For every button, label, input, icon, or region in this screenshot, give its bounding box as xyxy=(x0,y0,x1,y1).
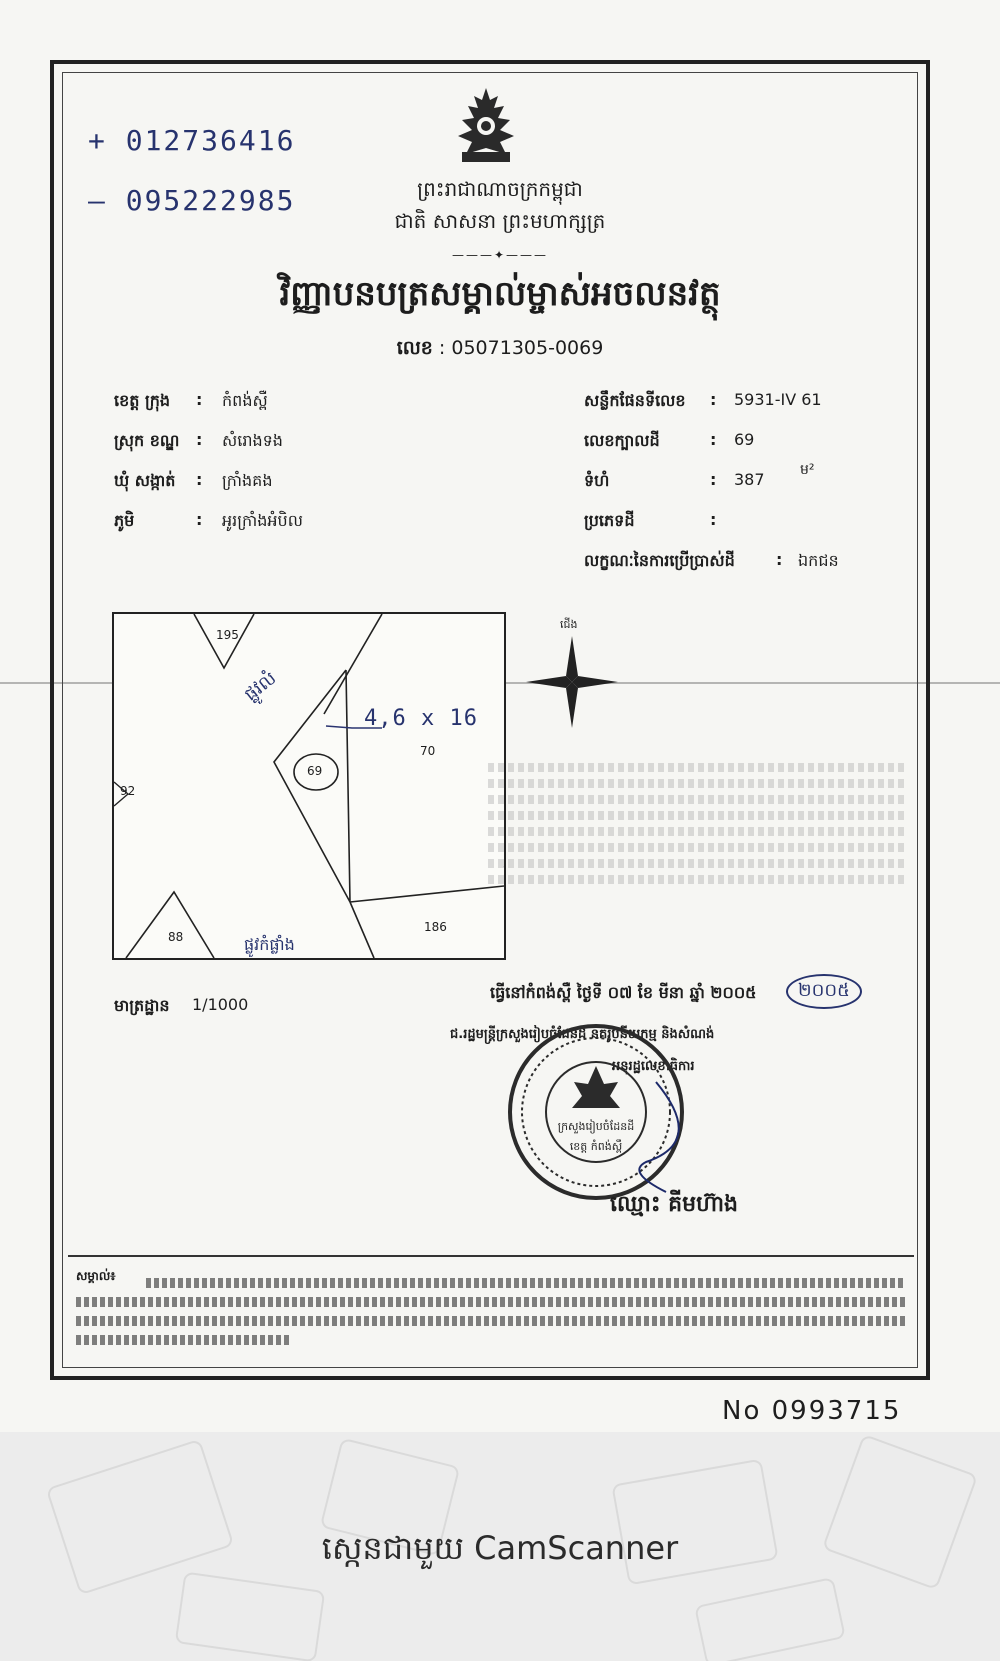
land-use-value: ឯកជន xyxy=(798,551,839,570)
seal-icon xyxy=(506,1022,686,1202)
scale-value: 1/1000 xyxy=(192,995,249,1014)
district-label: ស្រុក ខណ្ឌ xyxy=(114,431,180,450)
handwritten-phone-2: — 095222985 xyxy=(88,184,296,217)
north-arrow-icon xyxy=(524,634,620,730)
certificate-title: វិញ្ញាបនបត្រសម្គាល់ម្ចាស់អចលនវត្ថុ xyxy=(279,274,721,314)
parcel-label: 92 xyxy=(120,784,136,798)
colon: : xyxy=(710,430,717,449)
north-label: ជើង xyxy=(560,618,578,631)
parcel-label: 88 xyxy=(168,930,184,944)
village-label: ភូមិ xyxy=(114,511,135,530)
parcel-number-label: លេខក្បាលដី xyxy=(584,431,660,450)
colon: : xyxy=(710,390,717,409)
commune-label: ឃុំ សង្កាត់ xyxy=(114,471,176,490)
official-seal-stamp xyxy=(506,1022,686,1202)
royal-emblem-icon xyxy=(444,86,528,170)
certificate-number: លេខ : 05071305-0069 xyxy=(396,337,604,359)
colon: : xyxy=(710,470,717,489)
cadastral-map xyxy=(112,612,506,960)
note-text-line xyxy=(76,1335,292,1345)
handwritten-road-bottom: ផ្លូវកំផ្លាំង xyxy=(244,935,295,954)
map-sheet-value: 5931-IV 61 xyxy=(734,390,822,409)
area-unit: ម² xyxy=(800,462,815,478)
scale-label: មាត្រដ្ឋាន xyxy=(114,996,170,1015)
colon: : xyxy=(196,510,203,529)
map-drawing xyxy=(114,614,504,958)
land-type-label: ប្រភេទដី xyxy=(584,511,635,530)
parcel-label: 195 xyxy=(216,628,239,642)
area-label: ទំហំ xyxy=(584,471,610,490)
note-text-line xyxy=(76,1316,906,1326)
seal-text-2: ខេត្ត កំពង់ស្ពឺ xyxy=(569,1140,623,1153)
parcel-label-main: 69 xyxy=(307,764,323,778)
note-text-line xyxy=(146,1278,906,1288)
signer-name: ឈ្មោះ គីមហ៊ាង xyxy=(610,1192,738,1217)
village-value: អូរក្រាំងអំបិល xyxy=(222,511,303,530)
signer-title-line-1: ជ.រដ្ឋមន្ត្រីក្រសួងរៀបចំដែនដី នគរូបនីយកម្ម និងសំណង់ xyxy=(450,1027,715,1042)
colon: : xyxy=(196,390,203,409)
serial-number: No 0993715 xyxy=(722,1396,902,1426)
parcel-label: 186 xyxy=(424,920,447,934)
map-sheet-label: សន្លឹកផែនទីលេខ xyxy=(584,391,686,410)
colon: : xyxy=(776,550,783,569)
note-text-line xyxy=(76,1297,906,1307)
handwritten-phone-1: + 012736416 xyxy=(88,124,296,157)
province-value: កំពង់ស្ពឺ xyxy=(222,391,268,410)
handwritten-year-circle: ២០០៥ xyxy=(786,974,862,1009)
motto-text: ជាតិ សាសនា ព្រះមហាក្សត្រ xyxy=(394,209,606,233)
signer-title-line-2: អនុរដ្ឋលេខាធិការ xyxy=(612,1059,695,1074)
number-label: លេខ xyxy=(396,337,433,359)
seal-text-1: ក្រសួងរៀបចំដែនដី xyxy=(557,1120,635,1133)
ornament-divider: ———✦——— xyxy=(451,248,549,262)
area-value: 387 xyxy=(734,470,765,489)
handwritten-dimension: 4,6 x 16 xyxy=(364,706,478,731)
colon: : xyxy=(196,470,203,489)
issue-date-line: ធ្វើនៅកំពង់ស្ពឺ ថ្ងៃទី ០៧ ខែ មីនា ឆ្នាំ ២០០៥ xyxy=(490,983,757,1002)
district-value: សំរោងទង xyxy=(222,431,283,450)
parcel-label: 70 xyxy=(420,744,436,758)
colon: : xyxy=(196,430,203,449)
handwritten-road-top: ផ្លូវលំ xyxy=(240,667,281,706)
note-box xyxy=(68,1255,914,1365)
note-label: សម្គាល់៖ xyxy=(76,1269,116,1283)
camscanner-watermark: ស្កេនជាមួយ CamScanner xyxy=(321,1529,679,1567)
colon: : xyxy=(710,510,717,529)
commune-value: ក្រាំងគង xyxy=(222,471,273,490)
faded-reverse-text xyxy=(488,756,908,891)
parcel-number-value: 69 xyxy=(734,430,755,449)
kingdom-text: ព្រះរាជាណាចក្រកម្ពុជា xyxy=(417,177,583,201)
land-use-label: លក្ខណៈនៃការប្រើប្រាស់ដី xyxy=(584,551,735,570)
province-label: ខេត្ត ក្រុង xyxy=(114,391,171,410)
number-value: 05071305-0069 xyxy=(451,337,604,359)
